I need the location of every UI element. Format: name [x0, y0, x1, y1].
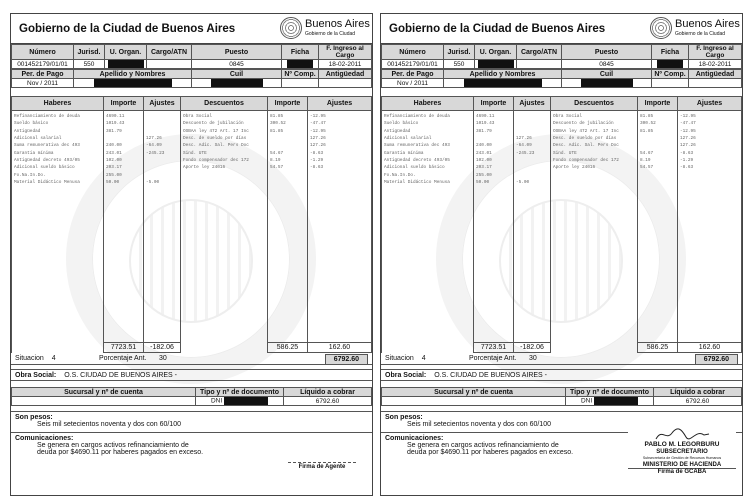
concept-cell: 1019.43: [476, 121, 495, 127]
firma-gcaba: [628, 428, 736, 476]
concept-cell: 81.85: [640, 114, 654, 119]
concept-cell: 381.79: [106, 128, 122, 134]
col-comp: Nº Comp.: [282, 70, 319, 79]
concept-cell: [640, 135, 675, 142]
concept-cell: 240.00: [106, 143, 122, 149]
concept-cell: Desc. de sueldo por días: [183, 136, 247, 142]
concept-cell: [476, 135, 511, 142]
ficha-redacted: [282, 60, 319, 69]
concept-cell: Material Didáctico Menusa: [384, 180, 450, 186]
comunicaciones: [381, 433, 742, 476]
signature-icon: [652, 428, 712, 442]
doc-value: [566, 397, 654, 406]
uorgan-redacted: [475, 60, 517, 69]
ingreso-value: 18-02-2011: [319, 60, 372, 69]
concept-cell: [146, 164, 178, 171]
haberes-ajustes-col: [144, 111, 181, 343]
concept-cell: 255.00: [476, 172, 492, 178]
obra-label: Obra Social:: [385, 372, 427, 379]
concept-cell: Descuento de jubilación: [183, 121, 244, 127]
col-descuentos: Descuentos: [551, 97, 638, 111]
concept-cell: Antigüedad decreto 493/05: [384, 158, 450, 164]
concept-cell: 300.52: [270, 121, 286, 127]
uorgan-redacted: [105, 60, 147, 69]
concept-cell: Adicional sueldo básico: [14, 165, 75, 171]
concept-cell: 81.85: [270, 114, 284, 119]
concept-cell: Obra Social: [553, 114, 582, 119]
concept-cell: -64.09: [516, 143, 532, 149]
numero-value: 001452179/01/01: [382, 60, 444, 69]
obra-value: O.S. CIUDAD DE BUENOS AIRES -: [434, 372, 547, 379]
obra-social-row: [381, 369, 742, 381]
firma-gcaba-label: Firma de GCABA: [628, 468, 736, 476]
concept-cell: -47.47: [310, 121, 326, 127]
col-numero: Número: [12, 45, 74, 60]
son-value: Seis mil setecientos noventa y dos con 60/100: [37, 421, 181, 428]
col-cargo: Cargo/ATN: [147, 45, 192, 60]
concept-cell: Material Didáctico Menusa: [14, 180, 80, 186]
comunicaciones: [11, 433, 372, 473]
concept-cell: Sueldo básico: [14, 121, 49, 127]
city-logo: [650, 16, 738, 42]
col-cuil: Cuil: [192, 70, 282, 79]
concept-cell: [516, 113, 548, 120]
col-nombre: Apellido y Nombres: [74, 70, 192, 79]
col-ajustes-h: Ajustes: [144, 97, 181, 111]
total-desc-importe: 586.25: [268, 343, 308, 353]
col-nombre: Apellido y Nombres: [444, 70, 562, 79]
concept-cell: Sind. UTE: [553, 150, 577, 156]
concept-cell: Aporte ley 24016: [183, 165, 226, 171]
son-pesos: [11, 411, 372, 433]
col-numero: Número: [382, 45, 444, 60]
porcentaje-value: 30: [159, 355, 167, 362]
total-desc-ajustes: 162.60: [308, 343, 372, 353]
logo-sub: Gobierno de la Ciudad: [675, 31, 726, 37]
concept-cell: Descuento de jubilación: [553, 121, 614, 127]
col-antiguedad: Antigüedad: [319, 70, 372, 79]
col-importe-d: Importe: [638, 97, 678, 111]
porcentaje-value: 30: [529, 355, 537, 362]
concept-cell: [146, 157, 178, 164]
cobro-table: [381, 387, 742, 406]
col-ajustes-d: Ajustes: [308, 97, 372, 111]
firmante-ministerio: MINISTERIO DE HACIENDA: [642, 461, 722, 468]
concept-cell: Aporte ley 24016: [553, 165, 596, 171]
concept-cell: [270, 142, 305, 149]
concept-cell: [516, 164, 548, 171]
doc-type: DNI: [210, 397, 223, 405]
obra-label: Obra Social:: [15, 372, 57, 379]
concept-cell: 8.19: [270, 158, 281, 164]
concept-cell: 127.26: [680, 136, 696, 142]
concept-cell: Adicional salarial: [384, 136, 432, 142]
concept-cell: -8.63: [680, 150, 694, 156]
firma-agente: Firma de Agente: [288, 462, 356, 470]
id-table: [381, 44, 742, 69]
col-tipo-doc: Tipo y nº de documento: [196, 388, 284, 397]
col-uorgan: U. Organ.: [475, 45, 517, 60]
concept-cell: 50.00: [476, 180, 490, 186]
com-line1: Se genera en cargos activos refinanciamiento de: [407, 442, 559, 449]
concept-cell: [640, 142, 675, 149]
haberes-desc-col: [12, 111, 104, 343]
concept-cell: Suma remunerativa dec 493: [14, 143, 80, 149]
puesto-value: 0845: [192, 60, 282, 69]
concept-cell: Desc. Adic. Sal. Pers Doc: [183, 143, 249, 149]
concept-cell: -1.29: [310, 158, 324, 164]
concept-cell: 54.57: [270, 165, 284, 171]
concept-cell: 4690.11: [476, 114, 495, 119]
haberes-desc-col: [382, 111, 474, 343]
situacion-row: [381, 353, 742, 365]
neto-value: 6792.60: [325, 354, 368, 365]
concept-cell: 50.00: [106, 180, 120, 186]
concept-cell: 81.85: [270, 128, 284, 134]
antiguedad-value: [319, 79, 372, 88]
concept-cell: -12.95: [310, 128, 326, 134]
col-ajustes-d: Ajustes: [678, 97, 742, 111]
concept-cell: 54.57: [640, 165, 654, 171]
concept-cell: 127.26: [516, 136, 532, 142]
descuentos-desc-col: [551, 111, 638, 343]
comp-value: [652, 79, 689, 88]
col-jurisd: Jurisd.: [74, 45, 105, 60]
concept-cell: -12.95: [680, 114, 696, 119]
com-line1: Se genera en cargos activos refinanciamiento de: [37, 442, 189, 449]
puesto-value: 0845: [562, 60, 652, 69]
concept-cell: [146, 120, 178, 127]
cuil-redacted: [562, 79, 652, 88]
col-haberes: Haberes: [12, 97, 104, 111]
concept-cell: [516, 172, 548, 179]
concept-cell: Fo.Na.In.Do.: [384, 172, 416, 178]
concept-cell: 8.19: [640, 158, 651, 164]
pay-table: [381, 69, 742, 88]
concept-cell: 127.26: [310, 143, 326, 149]
nombre-redacted: [74, 79, 192, 88]
col-liquido: Líquido a cobrar: [654, 388, 742, 397]
logo-name: Buenos Aires: [305, 18, 370, 30]
concept-cell: 127.26: [680, 143, 696, 149]
concept-cell: -8.63: [680, 165, 694, 171]
neto-value: 6792.60: [695, 354, 738, 365]
logo-name: Buenos Aires: [675, 18, 740, 30]
concept-cell: Fo.Na.In.Do.: [14, 172, 46, 178]
col-periodo: Per. de Pago: [12, 70, 74, 79]
concept-cell: [146, 172, 178, 179]
total-haberes-importe: 7723.51: [474, 343, 514, 353]
col-sucursal: Sucursal y nº de cuenta: [382, 388, 566, 397]
slip-header: [11, 14, 372, 44]
com-label: Comunicaciones:: [15, 435, 74, 442]
concept-cell: -8.63: [310, 165, 324, 171]
concept-cell: 54.67: [640, 150, 654, 156]
concept-cell: Adicional salarial: [14, 136, 62, 142]
concept-cell: 102.00: [476, 158, 492, 164]
col-cargo: Cargo/ATN: [517, 45, 562, 60]
cargo-value: [147, 60, 192, 69]
numero-value: 001452179/01/01: [12, 60, 74, 69]
situacion-label: Situacion: [385, 355, 414, 362]
concept-cell: Obra Social: [183, 114, 212, 119]
firmante-cargo: SUBSECRETARIO: [656, 448, 708, 455]
col-jurisd: Jurisd.: [444, 45, 475, 60]
jurisd-value: 550: [444, 60, 475, 69]
obra-value: O.S. CIUDAD DE BUENOS AIRES -: [64, 372, 177, 379]
concept-cell: OSBAA ley 472 Art. 17 Inc: [183, 128, 249, 134]
ficha-redacted: [652, 60, 689, 69]
doc-type: DNI: [580, 397, 593, 405]
obra-social-row: [11, 369, 372, 381]
concept-cell: 203.17: [476, 165, 492, 171]
concept-cell: -12.95: [680, 128, 696, 134]
concepts-table: [11, 96, 372, 353]
sucursal-value: [382, 397, 566, 406]
pay-slip-agent-copy: [10, 13, 373, 496]
porcentaje-label: Porcentaje Ant.: [469, 355, 517, 362]
periodo-value: Nov / 2011: [382, 79, 444, 88]
haberes-importe-col: [104, 111, 144, 343]
doc-value: [196, 397, 284, 406]
concept-cell: Fondo compensador dec 172: [183, 158, 249, 164]
concept-cell: 81.85: [640, 128, 654, 134]
total-desc-ajustes: 162.60: [678, 343, 742, 353]
col-cuil: Cuil: [562, 70, 652, 79]
concept-cell: -5.00: [516, 180, 530, 186]
porcentaje-label: Porcentaje Ant.: [99, 355, 147, 362]
col-uorgan: U. Organ.: [105, 45, 147, 60]
total-haberes-ajustes: -182.06: [144, 343, 181, 353]
periodo-value: Nov / 2011: [12, 79, 74, 88]
descuentos-ajustes-col: [308, 111, 372, 343]
com-label: Comunicaciones:: [385, 435, 444, 442]
concept-cell: 54.67: [270, 150, 284, 156]
concept-cell: 127.26: [146, 136, 162, 142]
concept-cell: -245.23: [146, 150, 165, 156]
concept-cell: 300.52: [640, 121, 656, 127]
descuentos-ajustes-col: [678, 111, 742, 343]
descuentos-importe-col: [638, 111, 678, 343]
concept-cell: [146, 128, 178, 135]
col-ingreso: F. Ingreso al Cargo: [689, 45, 742, 60]
col-tipo-doc: Tipo y nº de documento: [566, 388, 654, 397]
concept-cell: [516, 120, 548, 127]
situacion-value: 4: [421, 355, 426, 362]
concept-cell: 1019.43: [106, 121, 125, 127]
son-value: Seis mil setecientos noventa y dos con 60/100: [407, 421, 551, 428]
concept-cell: 243.01: [106, 150, 122, 156]
col-importe-h: Importe: [104, 97, 144, 111]
col-puesto: Puesto: [562, 45, 652, 60]
haberes-importe-col: [474, 111, 514, 343]
sucursal-value: [12, 397, 196, 406]
descuentos-importe-col: [268, 111, 308, 343]
id-table: [11, 44, 372, 69]
liquido-value: 6792.60: [654, 397, 742, 406]
logo-sub: Gobierno de la Ciudad: [305, 31, 356, 37]
col-sucursal: Sucursal y nº de cuenta: [12, 388, 196, 397]
slip-title: Gobierno de la Ciudad de Buenos Aires: [19, 23, 236, 35]
concept-cell: 102.00: [106, 158, 122, 164]
total-desc-importe: 586.25: [638, 343, 678, 353]
col-ficha: Ficha: [282, 45, 319, 60]
concept-cell: 243.01: [476, 150, 492, 156]
col-importe-d: Importe: [268, 97, 308, 111]
comp-value: [282, 79, 319, 88]
col-descuentos: Descuentos: [181, 97, 268, 111]
concept-cell: -12.95: [310, 114, 326, 119]
jurisd-value: 550: [74, 60, 105, 69]
concept-cell: [146, 113, 178, 120]
concept-cell: -47.47: [680, 121, 696, 127]
concept-cell: Desc. Adic. Sal. Pers Doc: [553, 143, 619, 149]
concept-cell: 127.26: [310, 136, 326, 142]
concept-cell: Desc. de sueldo por días: [553, 136, 617, 142]
total-haberes-ajustes: -182.06: [514, 343, 551, 353]
city-logo: [280, 16, 368, 42]
nombre-redacted: [444, 79, 562, 88]
concept-cell: Refinanciamiento de deuda: [14, 114, 80, 119]
liquido-value: 6792.60: [284, 397, 372, 406]
ingreso-value: 18-02-2011: [689, 60, 742, 69]
col-ficha: Ficha: [652, 45, 689, 60]
col-liquido: Líquido a cobrar: [284, 388, 372, 397]
col-antiguedad: Antigüedad: [689, 70, 742, 79]
firmante-dependencia: Subsecretaría de Gestión de Recursos Humanos: [642, 456, 722, 461]
col-puesto: Puesto: [192, 45, 282, 60]
concept-cell: Sueldo básico: [384, 121, 419, 127]
concept-cell: 255.00: [106, 172, 122, 178]
slip-title: Gobierno de la Ciudad de Buenos Aires: [389, 23, 606, 35]
concept-cell: [516, 157, 548, 164]
concept-cell: Garantía mínima: [14, 150, 54, 156]
antiguedad-value: [689, 79, 742, 88]
concept-cell: -5.00: [146, 180, 160, 186]
concept-cell: Suma remunerativa dec 493: [384, 143, 450, 149]
concept-cell: Garantía mínima: [384, 150, 424, 156]
total-haberes-importe: 7723.51: [104, 343, 144, 353]
concept-cell: 4690.11: [106, 114, 125, 119]
col-importe-h: Importe: [474, 97, 514, 111]
concept-cell: -1.29: [680, 158, 694, 164]
haberes-ajustes-col: [514, 111, 551, 343]
concept-cell: [270, 135, 305, 142]
com-line2: deuda por $4690.11 por haberes pagados en exceso.: [407, 449, 574, 456]
concept-cell: 381.79: [476, 128, 492, 134]
concept-cell: Antigüedad: [384, 128, 411, 134]
firmante-nombre: PABLO M. LEGORBURU: [644, 441, 720, 449]
concept-cell: Adicional sueldo básico: [384, 165, 445, 171]
concept-cell: Sind. UTE: [183, 150, 207, 156]
concept-cell: Refinanciamiento de deuda: [384, 114, 450, 119]
col-haberes: Haberes: [382, 97, 474, 111]
concept-cell: -64.09: [146, 143, 162, 149]
concept-cell: -8.63: [310, 150, 324, 156]
concept-cell: Antigüedad decreto 493/05: [14, 158, 80, 164]
city-seal-icon: [280, 17, 302, 39]
situacion-label: Situacion: [15, 355, 44, 362]
concept-cell: [106, 135, 141, 142]
cargo-value: [517, 60, 562, 69]
col-periodo: Per. de Pago: [382, 70, 444, 79]
com-line2: deuda por $4690.11 por haberes pagados en exceso.: [37, 449, 204, 456]
col-ajustes-h: Ajustes: [514, 97, 551, 111]
concept-cell: [516, 128, 548, 135]
col-comp: Nº Comp.: [652, 70, 689, 79]
concepts-table: [381, 96, 742, 353]
son-label: Son pesos:: [385, 414, 423, 421]
concept-cell: -245.23: [516, 150, 535, 156]
pay-table: [11, 69, 372, 88]
city-seal-icon: [650, 17, 672, 39]
situacion-row: [11, 353, 372, 365]
slip-header: [381, 14, 742, 44]
pay-slip-gcaba-copy: [380, 13, 743, 496]
son-label: Son pesos:: [15, 414, 53, 421]
cuil-redacted: [192, 79, 282, 88]
descuentos-desc-col: [181, 111, 268, 343]
concept-cell: Fondo compensador dec 172: [553, 158, 619, 164]
concept-cell: Antigüedad: [14, 128, 41, 134]
cobro-table: [11, 387, 372, 406]
concept-cell: OSBAA ley 472 Art. 17 Inc: [553, 128, 619, 134]
col-ingreso: F. Ingreso al Cargo: [319, 45, 372, 60]
concept-cell: 203.17: [106, 165, 122, 171]
situacion-value: 4: [51, 355, 56, 362]
concept-cell: 240.00: [476, 143, 492, 149]
